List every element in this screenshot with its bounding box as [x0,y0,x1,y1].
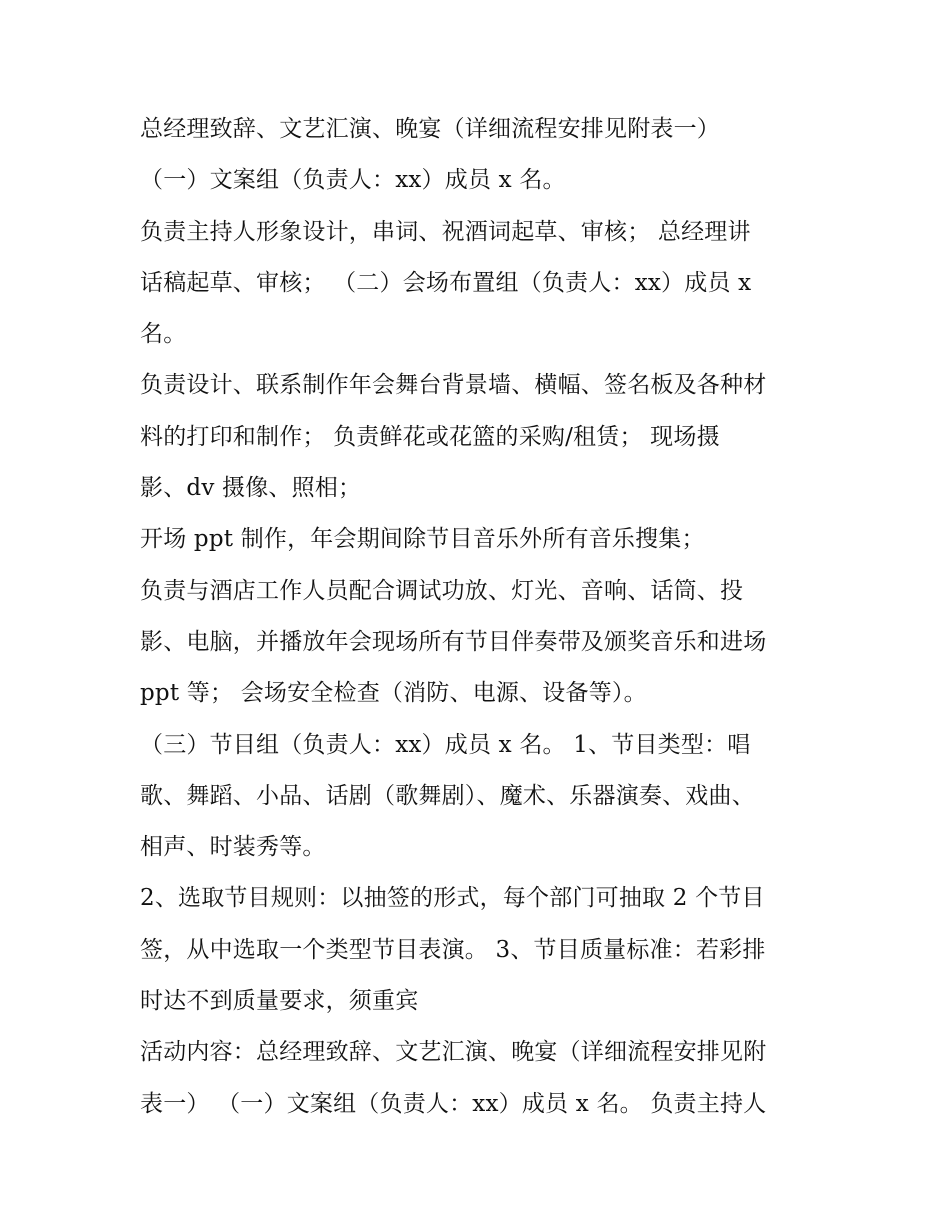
text-line: 料的打印和制作； 负责鲜花或花篮的采购/租赁； 现场摄 [140,423,720,450]
text-line: 时达不到质量要求，须重宾 [140,988,419,1015]
text-line: 开场 ppt 制作，年会期间除节目音乐外所有音乐搜集； [140,526,705,553]
text-line: 歌、舞蹈、小品、话剧（歌舞剧）、魔术、乐器演奏、戏曲、 [140,782,755,809]
text-line: 签，从中选取一个类型节目表演。 3、节目质量标准：若彩排 [140,936,766,963]
text-line: （一）文案组（负责人：xx）成员 x 名。 [140,167,566,194]
text-line: 影、电脑，并播放年会现场所有节目伴奏带及颁奖音乐和进场 [140,628,767,655]
text-line: 总经理致辞、文艺汇演、晚宴（详细流程安排见附表一） [140,116,720,142]
text-line: （三）节目组（负责人：xx）成员 x 名。 1、节目类型：唱 [140,731,751,758]
text-line: 影、dv 摄像、照相； [140,475,362,502]
text-line: 相声、时装秀等。 [140,834,326,861]
text-line: 话稿起草、审核； （二）会场布置组（负责人：xx）成员 x [140,269,752,296]
text-line: 负责与酒店工作人员配合调试功放、灯光、音响、话筒、投 [140,577,744,604]
text-line: 2、选取节目规则：以抽签的形式，每个部门可抽取 2 个节目 [140,885,765,912]
document-body [140,104,820,1130]
text-line: 负责主持人形象设计，串词、祝酒词起草、审核； 总经理讲 [140,218,751,245]
text-line: 活动内容：总经理致辞、文艺汇演、晚宴（详细流程安排见附 [140,1039,767,1066]
text-line: 负责设计、联系制作年会舞台背景墙、横幅、签名板及各种材 [140,372,767,399]
text-line: ppt 等； 会场安全检查（消防、电源、设备等）。 [140,680,647,707]
text-line: 表一） （一）文案组（负责人：xx）成员 x 名。 负责主持人 [140,1090,767,1117]
text-line: 名。 [140,321,187,348]
